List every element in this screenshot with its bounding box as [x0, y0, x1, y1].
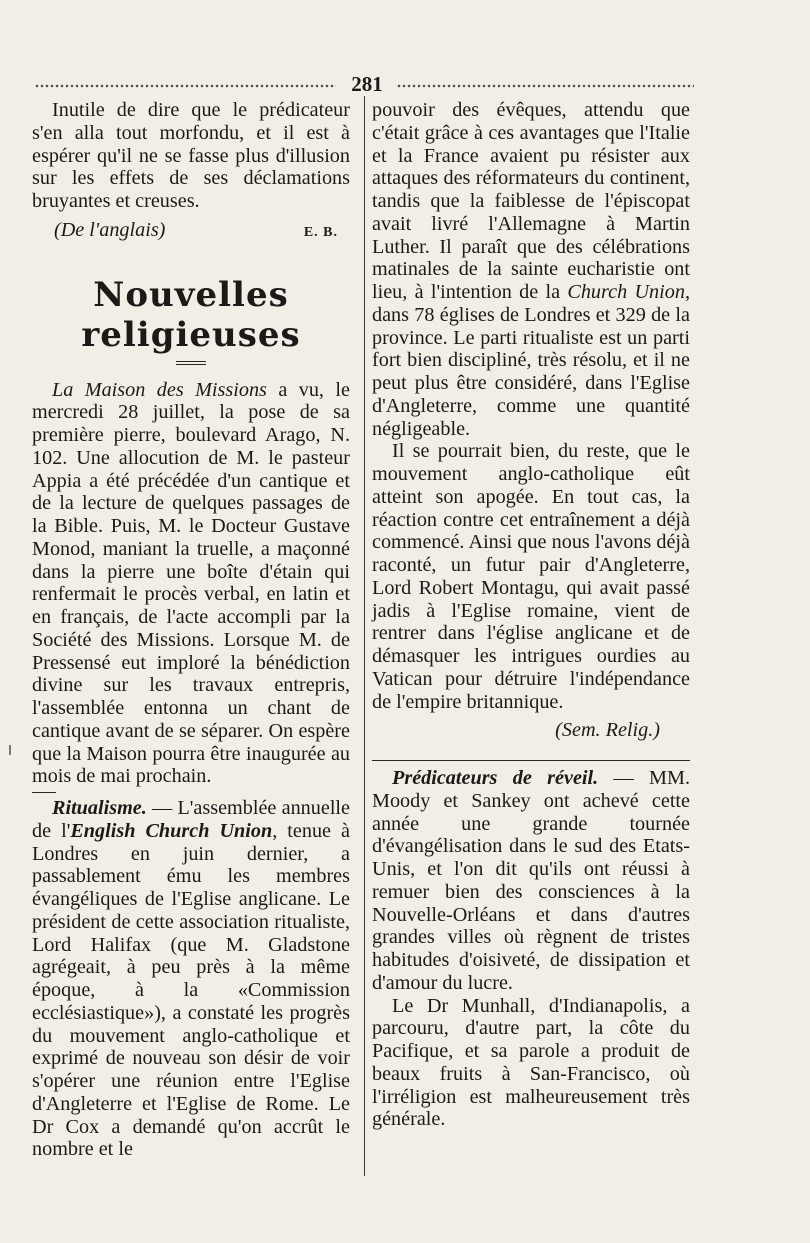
title-rule — [176, 361, 206, 365]
attribution-line — [32, 219, 350, 245]
ritualism-lead: Ritualisme. — [52, 797, 147, 819]
margin-speck — [9, 745, 11, 755]
continuation-text-b: , dans 78 églises de Londres et 329 de la province. Le parti ritualiste est un parti fort bien discipliné, très résolu, et il ne peut plus être considéré, dans l'Eglise d'Angleterre, comme une quantité négligeable. — [372, 281, 690, 440]
page-header — [34, 72, 694, 98]
intro-paragraph: Inutile de dire que le prédicateur s'en alla tout morfondu, et il est à espérer qu'il ne se fasse plus d'illusion sur les effets de ses déclamations bruyantes et creuses. — [32, 99, 350, 212]
revival-text: — MM. Moody et Sankey ont achevé cette année une grande tournée d'évangélisation dans le sud des Etats-Unis, et l'on dit qu'ils ont réussi à remuer bien des consciences à la Nouvelle-Orléans et dans d'autres grandes villes où règnent de tristes habitudes d'oisiveté, de dissipation et d'amour du lucre. — [372, 767, 691, 994]
ritualism-text-a: — L'assemblée annuelle de l' — [32, 797, 350, 842]
revival-paragraph — [372, 767, 690, 995]
page-number: 281 — [351, 72, 383, 96]
continuation-text-a: pouvoir des évêques, attendu que c'était grâce à ces avantages que l'Italie et la France avaient pu résister aux attaques des réformateurs du continent, tandis que la faiblesse de l'épiscopat avait livré l'Allemagne à Martin Luther. Il paraît que des célébrations matinales de la sainte eucharistie ont lieu, à l'intention de la — [372, 99, 690, 303]
continuation-org: Church Union — [567, 281, 685, 303]
revival-lead: Prédicateurs de réveil. — [392, 767, 599, 789]
section-title: Nouvelles religieuses — [81, 274, 301, 355]
missions-paragraph — [32, 379, 350, 789]
munhall-paragraph: Le Dr Munhall, d'Indianapolis, a parcouru, d'autre part, la côte du Pacifique, et sa parole a produit de beaux fruits à San-Francisco, où l'irréligion est malheureusement très générale. — [372, 994, 690, 1131]
right-column — [372, 99, 690, 1131]
section-rule — [372, 760, 690, 761]
apogee-paragraph: Il se pourrait bien, du reste, que le mouvement anglo-catholique eût atteint son apogée. En tout cas, la réaction contre cet entraînement a déjà commencé. Ainsi que nous l'avons déjà raconté, un futur pair d'Angleterre, Lord Robert Montagu, qui avait passé jadis à l'Eglise romaine, vient de rentrer dans l'église anglicane et de démasquer les intrigues ourdies au Vatican pour détruire l'indépendance de l'empire britannique. — [372, 440, 690, 713]
item-separator — [32, 792, 56, 793]
left-column — [32, 99, 350, 1161]
missions-lead: La Maison des Missions — [52, 378, 267, 401]
header-rule-left — [34, 83, 336, 89]
ritualism-text-b: , tenue à Londres en juin dernier, a passablement ému les membres évangéliques de l'Eglise anglicane. Le président de cette association ritualiste, Lord Halifax (que M. Gladstone agrégeait, à peu près à la même époque, à la «Commission ecclésiastique»), a constaté les progrès du mouvement anglo-catholique et exprimé de nouveau son désir de voir s'opérer une réunion entre l'Eglise d'Angleterre et l'Eglise de Rome. Le Dr Cox a demandé qu'on accrût le nombre et le — [32, 819, 350, 1161]
header-rule-right — [396, 83, 694, 89]
source-label-right: (Sem. Relig.) — [555, 719, 660, 742]
source-label: (De l'anglais) — [54, 218, 166, 241]
author-initials: E. B. — [303, 224, 338, 240]
continuation-paragraph — [372, 99, 690, 440]
column-divider — [364, 96, 365, 1176]
missions-text: a vu, le mercredi 28 juillet, la pose de sa première pierre, boulevard Arago, N. 102. Une allocution de M. le pasteur Appia a été précédée d'un cantique et de la lecture de quelques passages de la Bible. Puis, M. le Docteur Gustave Monod, maniant la truelle, a maçonné dans la pierre une boîte d'étain qui renfermait le procès verbal, en latin et en français, de l'acte accompli par la Société des Missions. Lorsque M. de Pressensé eut imploré la bénédiction divine sur les travaux entrepris, l'assemblée entonna un chant de cantique avant de se séparer. On espère que la Maison pourra être inaugurée au mois de mai prochain. — [32, 378, 350, 788]
ritualism-org: English Church Union — [70, 819, 273, 842]
ritualism-paragraph — [32, 797, 350, 1161]
